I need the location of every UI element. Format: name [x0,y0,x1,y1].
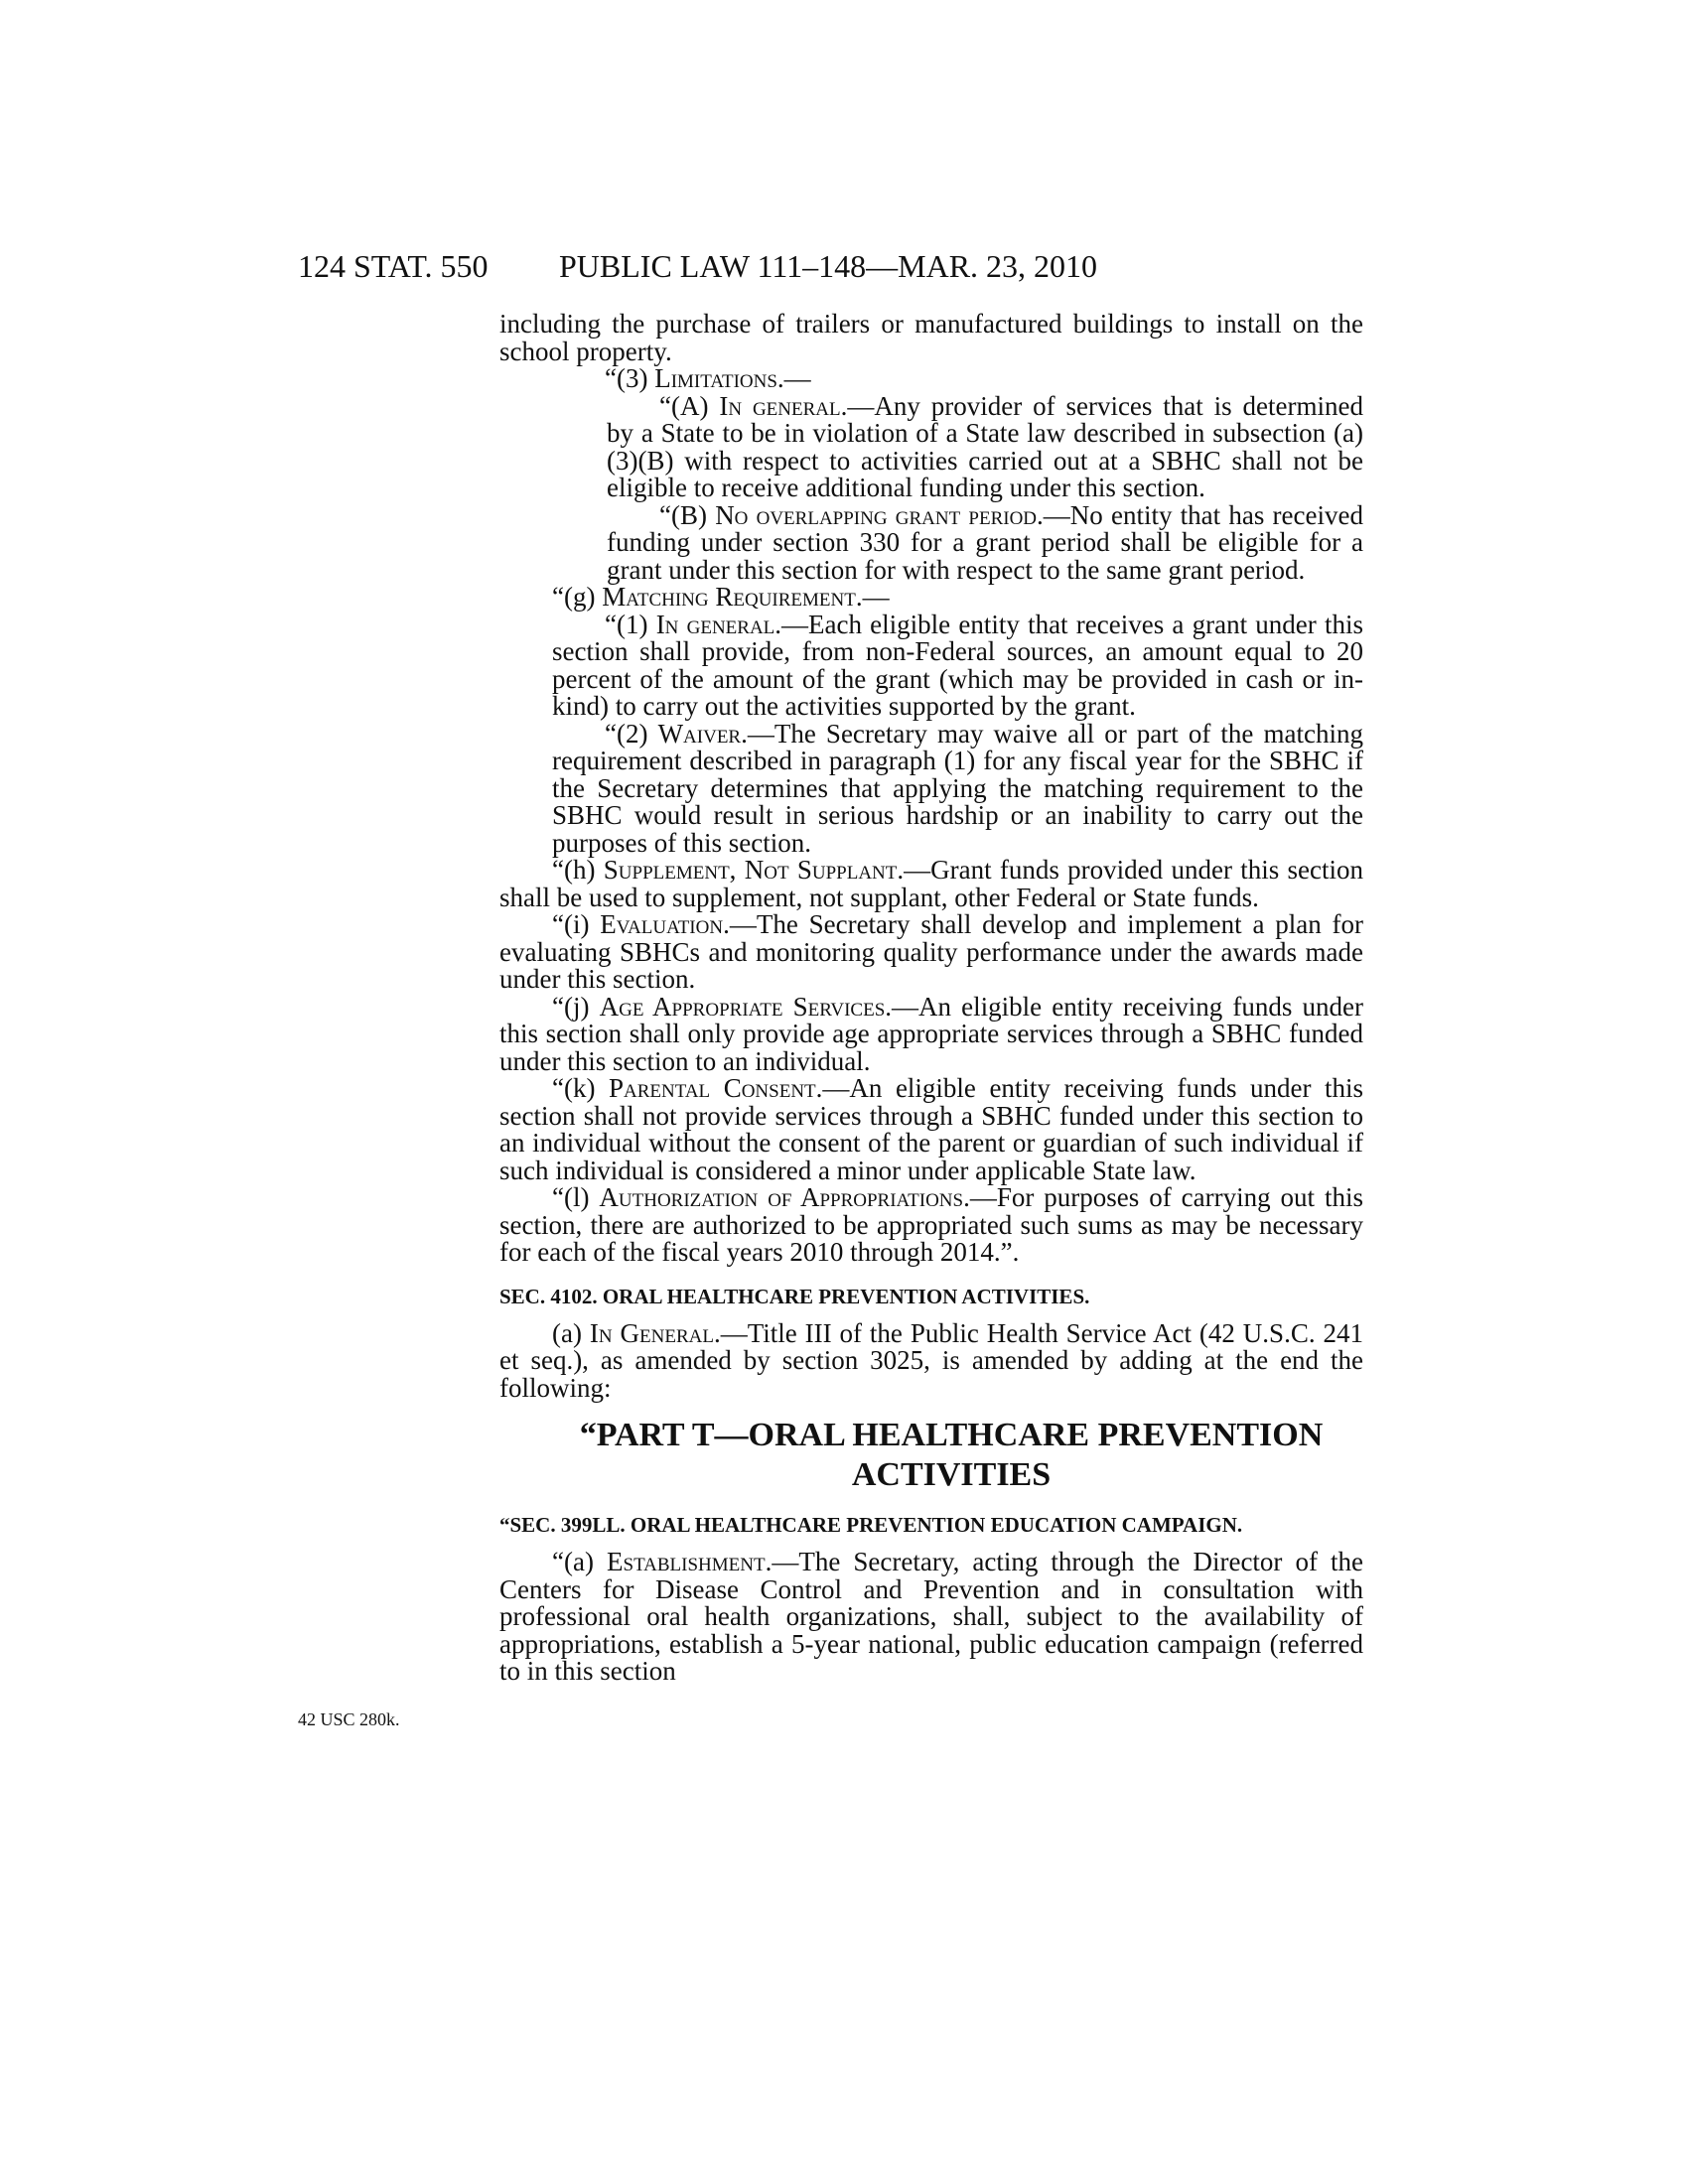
section-heading-4102: SEC. 4102. ORAL HEALTHCARE PREVENTION ACTIVITIES. [499,1284,1090,1308]
page-header [298,248,1350,288]
paragraph-b-no-overlapping: “(B) No overlapping grant period.—No entity that has received funding under section 330 for a grant period shall be eligible for a grant under this section for with respect to the same grant period. [607,499,1363,585]
heading: In general.— [655,609,809,639]
paragraph-a-in-general: “(A) In general.—Any provider of services that is determined by a State to be in violation of a State law described in subsection (a)(3)(B) with respect to activities carried out at a SBHC shall not be eligible to receive additional funding under this section. [607,390,1364,502]
heading: In general.— [719,390,875,421]
paragraph-3-limitations: “(3) Limitations.— [605,363,811,393]
paragraph-j-age-appropriate: “(j) Age Appropriate Services.—An eligible entity receiving funds under this section shall only provide age appropriate services through a SBHC funded under this section to an individual. [499,991,1363,1076]
paragraph-1-in-general: “(1) In general.—Each eligible entity that receives a grant under this section shall provide, from non-Federal sources, an amount equal to 20 percent of the amount of the grant (which may be provided in cash or in-kind) to carry out the activities supported by the grant. [552,609,1363,721]
paragraph-i-evaluation: “(i) Evaluation.—The Secretary shall develop and implement a plan for evaluating SBHCs and monitoring quality performance under the awards made under this section. [499,909,1363,994]
heading: No overlapping grant period.— [715,499,1070,530]
margin-citation-note: 42 USC 280k. [298,1709,400,1729]
paragraph-g-matching: “(g) Matching Requirement.— [552,582,890,612]
heading: Waiver.— [657,718,774,749]
heading: Matching Requirement.— [602,582,890,612]
paragraph-a-in-general-title-iii: (a) In General.—Title III of the Public Health Service Act (42 U.S.C. 241 et seq.), as amended by section 3025, is amended by adding at the end the following: [499,1317,1363,1403]
heading: Authorization of Appropriations.— [599,1182,997,1212]
heading: Parental Consent.— [609,1073,850,1103]
paragraph-l-authorization: “(l) Authorization of Appropriations.—For purposes of carrying out this section, there are authorized to be appropriated such sums as may be necessary for each of the fiscal years 2010 through 2014.”. [499,1182,1363,1267]
paragraph-2-waiver: “(2) Waiver.—The Secretary may waive all or part of the matching requirement described in paragraph (1) for any fiscal year for the SBHC if the Secretary determines that applying the matching requirement to the SBHC would result in serious hardship or an inability to carry out the purposes of this section. [552,718,1363,858]
paragraph-a-establishment: “(a) Establishment.—The Secretary, acting through the Director of the Centers for Disease Control and Prevention and in consultation with professional oral health organizations, shall, subject to the availability of appropriations, establish a 5-year national, public education campaign (referred to in this section [499,1547,1364,1686]
heading: Evaluation.— [600,909,757,939]
paragraph-k-parental-consent: “(k) Parental Consent.—An eligible entity receiving funds under this section shall not provide services through a SBHC funded under this section to an individual without the consent of the parent or guardian of such individual if such individual is considered a minor under applicable State law. [499,1073,1364,1185]
document-body [499,311,1363,1686]
part-title: “PART T—ORAL HEALTHCARE PREVENTION ACTIVITIES [579,1417,1324,1493]
heading: Age Appropriate Services.— [599,991,919,1022]
paragraph: including the purchase of trailers or manufactured buildings to install on the school property. [499,309,1363,366]
paragraph-h-supplement: “(h) Supplement, Not Supplant.—Grant funds provided under this section shall be used to supplement, not supplant, other Federal or State funds. [499,855,1364,912]
heading: Supplement, Not Supplant.— [603,855,931,885]
heading: Limitations.— [654,363,811,393]
heading: Establishment.— [607,1547,799,1576]
heading: In General.— [589,1317,748,1348]
section-heading-399ll: “SEC. 399LL. ORAL HEALTHCARE PREVENTION EDUCATION CAMPAIGN. [499,1513,1243,1537]
running-title: PUBLIC LAW 111–148—MAR. 23, 2010 [559,248,1098,284]
stat-page-number: 124 STAT. 550 [298,248,489,284]
